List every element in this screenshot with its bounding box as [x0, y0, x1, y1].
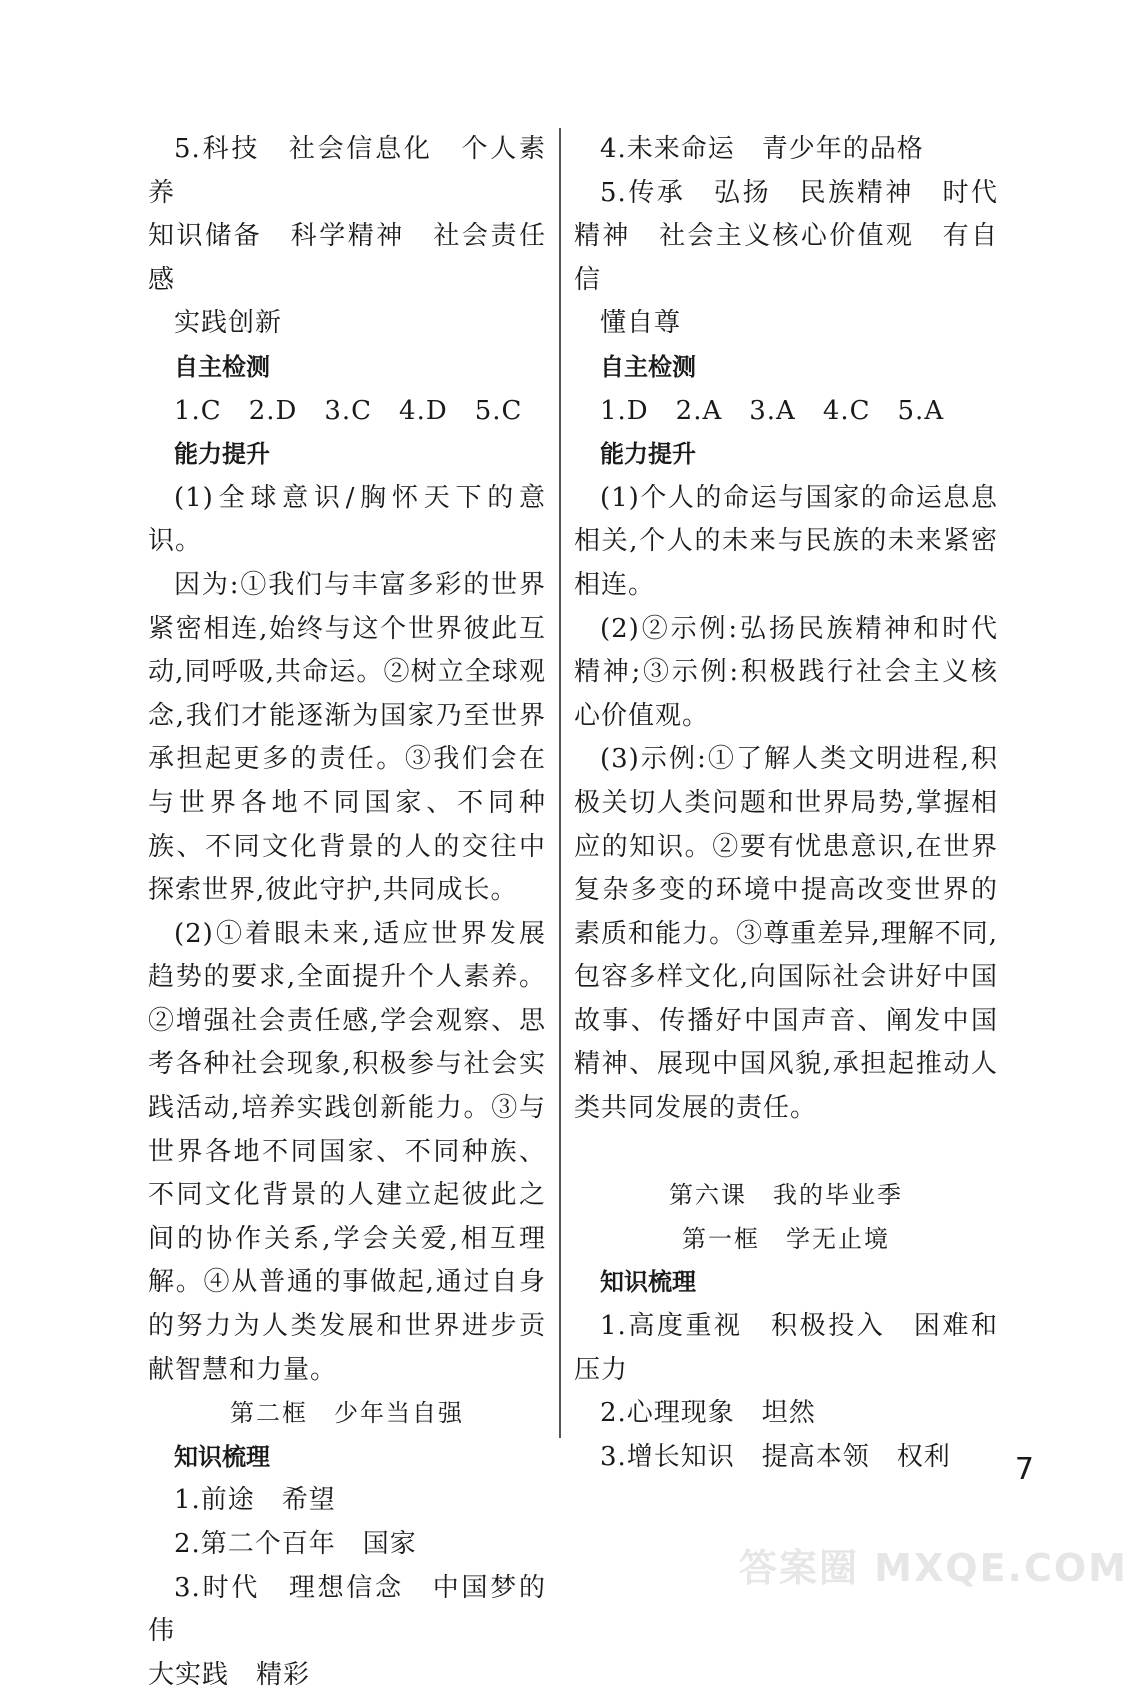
knowledge-item-1: 1.高度重视 积极投入 困难和压力: [574, 1311, 998, 1385]
knowledge-item-5-cont: 懂自尊: [600, 308, 682, 339]
heading-knowledge: 知识梳理: [600, 1268, 696, 1297]
knowledge-item-5: 5.科技 社会信息化 个人素养: [148, 134, 546, 208]
ability-answer-3: (3)示例:①了解人类文明进程,积极关切人类问题和世界局势,掌握相应的知识。②要有忧患意识,在世界复杂多变的环境中提高改变世界的素质和能力。③尊重差异,理解不同,包容多样文化,向国际社会讲好中国故事、传播好中国声音、阐发中国精神、展现中国风貌,承担起推动人类共同发展的责任。: [574, 744, 998, 1124]
spacer: [574, 1131, 998, 1175]
knowledge-item-1: 1.前途 希望: [174, 1485, 336, 1516]
knowledge-item-5: 5.传承 弘扬 民族精神 时代精神 社会主义核心价值观 有自信: [574, 177, 998, 295]
ability-answer-1: (1)全球意识/胸怀天下的意识。: [148, 482, 546, 557]
heading-knowledge: 知识梳理: [174, 1442, 270, 1471]
knowledge-item-5-cont2: 实践创新: [174, 308, 283, 339]
watermark-logo: 答案圈 MXQE.COM: [738, 1546, 1128, 1590]
knowledge-item-5-cont: 知识储备 科学精神 社会责任感: [148, 221, 546, 295]
section-title: 第一框 学无止境: [682, 1224, 890, 1253]
answer-key: 1.D 2.A 3.A 4.C 5.A: [600, 395, 945, 426]
heading-self-check: 自主检测: [174, 352, 270, 381]
knowledge-item-3: 3.时代 理想信念 中国梦的伟: [148, 1572, 546, 1647]
lesson-title: 第六课 我的毕业季: [669, 1181, 903, 1210]
heading-ability: 能力提升: [174, 440, 270, 469]
ability-answer-1-reason: 因为:①我们与丰富多彩的世界紧密相连,始终与这个世界彼此互动,同呼吸,共命运。②树立全球观念,我们才能逐渐为国家乃至世界承担起更多的责任。③我们会在与世界各地不同国家、不同种族、不同文化背景的人的交往中探索世界,彼此守护,共同成长。: [148, 569, 546, 906]
right-column: [574, 128, 998, 1479]
knowledge-item-2: 2.心理现象 坦然: [600, 1398, 816, 1429]
answer-key: 1.C 2.D 3.C 4.D 5.C: [174, 395, 523, 426]
ability-answer-2: (2)①着眼未来,适应世界发展趋势的要求,全面提升个人素养。②增强社会责任感,学会观察、思考各种社会现象,积极参与社会实践活动,培养实践创新能力。③与世界各地不同国家、不同种族、不同文化背景的人建立起彼此之间的协作关系,学会关爱,相互理解。④从普通的事做起,通过自身的努力为人类发展和世界进步贡献智慧和力量。: [148, 918, 546, 1385]
section-title: 第二框 少年当自强: [230, 1399, 464, 1428]
knowledge-item-2: 2.第二个百年 国家: [174, 1529, 417, 1559]
left-column: [148, 128, 546, 1697]
heading-self-check: 自主检测: [600, 352, 696, 381]
ability-answer-2: (2)②示例:弘扬民族精神和时代精神;③示例:积极践行社会主义核心价值观。: [574, 613, 998, 731]
ability-answer-1: (1)个人的命运与国家的命运息息相关,个人的未来与民族的未来紧密相连。: [574, 482, 998, 600]
knowledge-item-3-cont: 大实践 精彩: [148, 1659, 311, 1690]
knowledge-item-3: 3.增长知识 提高本领 权利: [600, 1441, 951, 1472]
heading-ability: 能力提升: [600, 440, 696, 469]
page-number: 7: [1014, 1452, 1034, 1487]
column-divider: [559, 128, 561, 1438]
knowledge-item-4: 4.未来命运 青少年的品格: [600, 134, 924, 164]
